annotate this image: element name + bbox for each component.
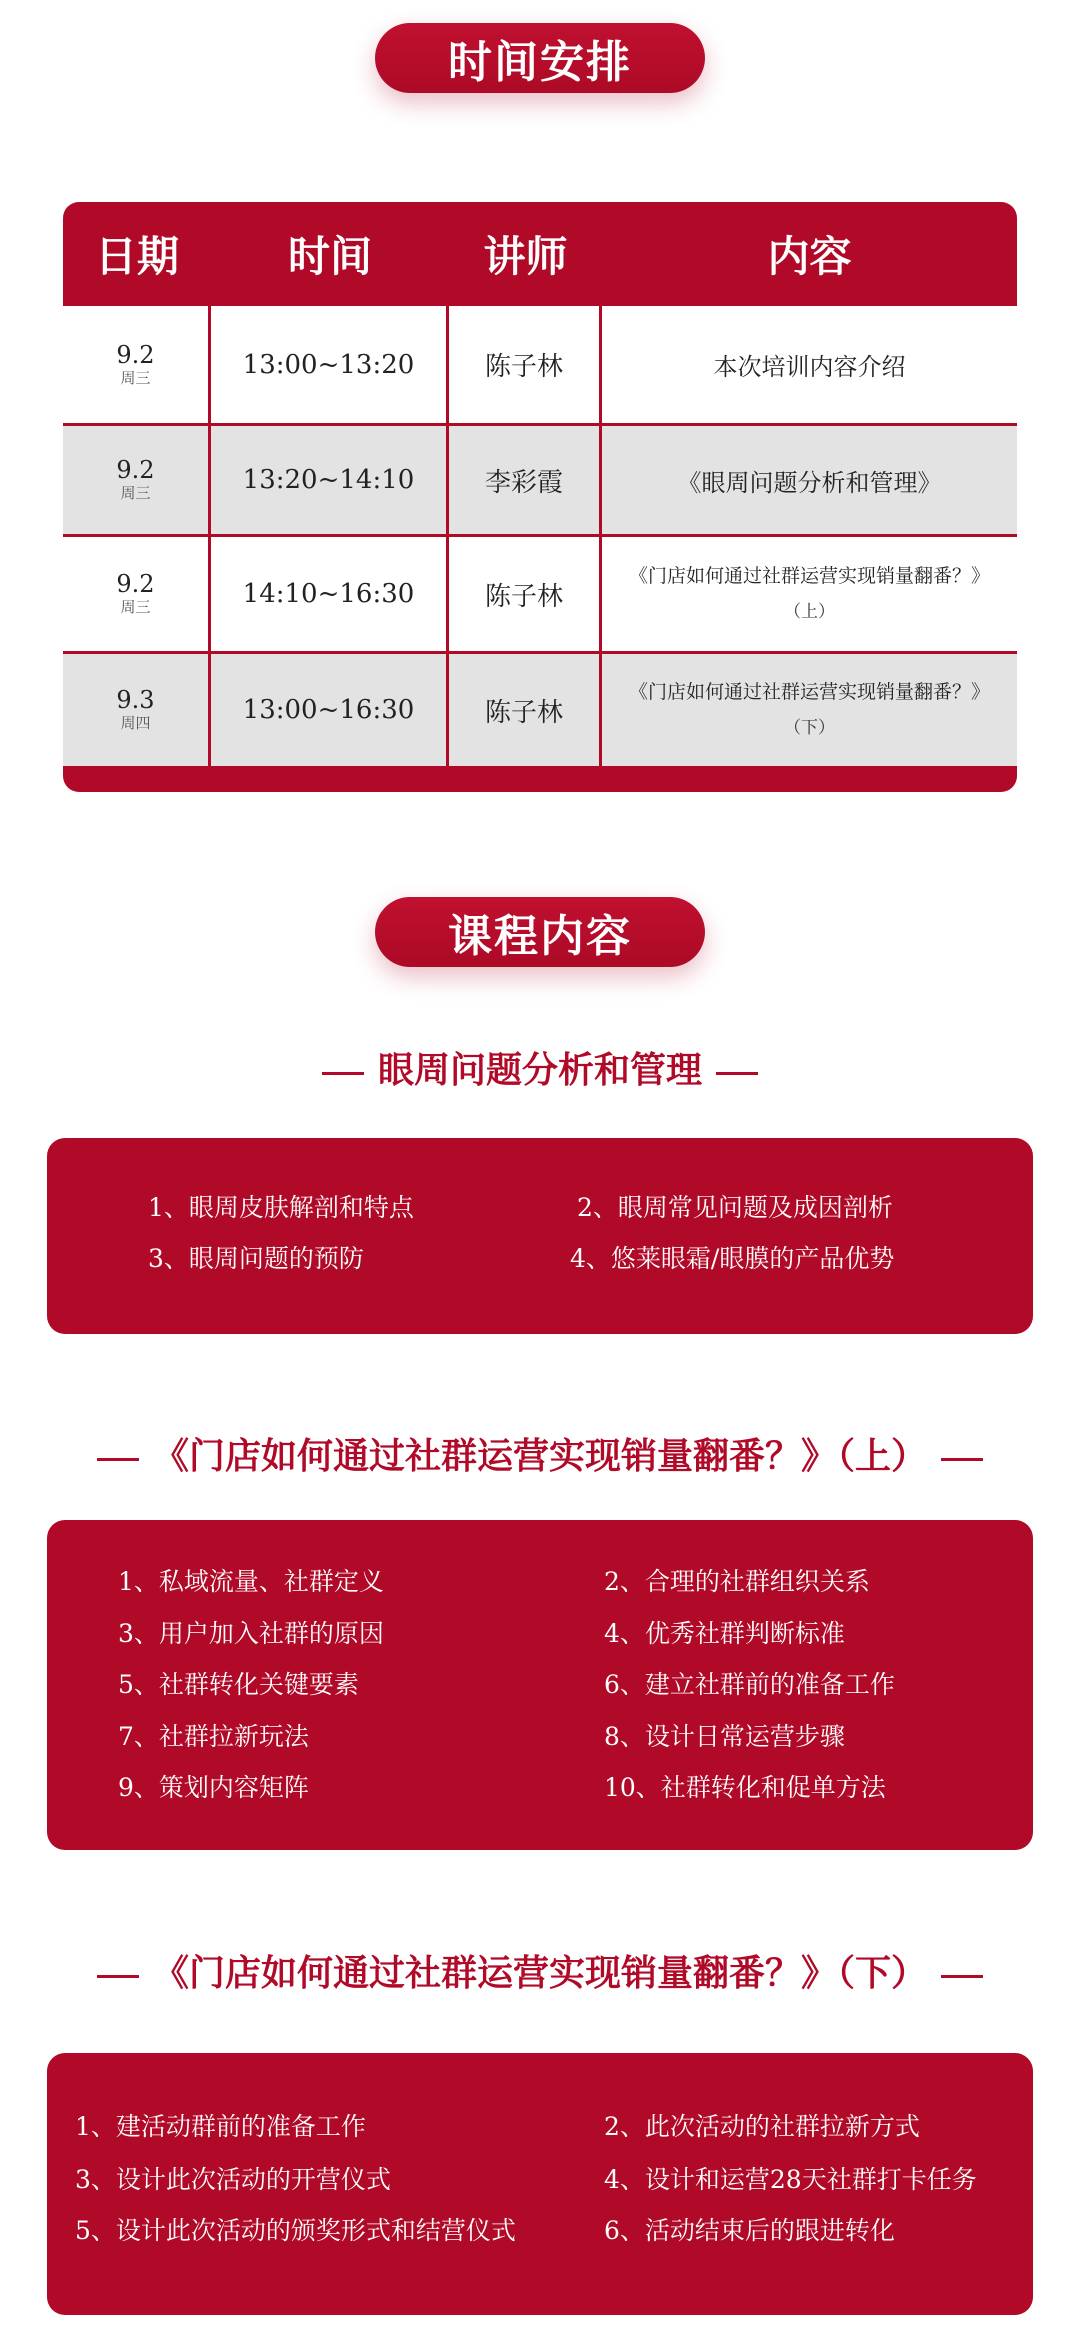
date-cell — [63, 306, 211, 423]
list-item: 5、设计此次活动的颁奖形式和结营仪式 — [75, 2216, 516, 2245]
col-date-header: 日期 — [94, 232, 179, 281]
content-cell — [602, 651, 1017, 766]
list-item: 6、活动结束后的跟进转化 — [604, 2216, 895, 2245]
teacher-cell: 李彩霞 — [449, 423, 602, 534]
date-cell — [63, 651, 211, 766]
title-dash-left — [97, 1458, 139, 1461]
list-item: 6、建立社群前的准备工作 — [604, 1670, 895, 1699]
list-item: 2、此次活动的社群拉新方式 — [604, 2112, 920, 2141]
title-dash-left — [97, 1975, 139, 1978]
course-header: 课程内容 — [375, 897, 705, 967]
content-title: 《门店如何通过社群运营实现销量翻番？》 — [628, 565, 990, 587]
table-row — [63, 423, 1017, 534]
list-item: 10、社群转化和促单方法 — [604, 1773, 886, 1802]
list-item: 1、私域流量、社群定义 — [118, 1567, 384, 1596]
list-item: 3、设计此次活动的开营仪式 — [75, 2165, 391, 2194]
content-cell — [602, 534, 1017, 651]
time-cell: 13:20~14:10 — [211, 423, 449, 534]
list-item: 4、优秀社群判断标准 — [604, 1619, 845, 1648]
date-cell — [63, 534, 211, 651]
weekday-text: 周三 — [120, 368, 151, 387]
list-item: 8、设计日常运营步骤 — [604, 1722, 845, 1751]
content-cell: 本次培训内容介绍 — [713, 353, 906, 381]
date-text: 9.2 — [116, 570, 155, 598]
teacher-cell: 陈子林 — [449, 306, 602, 423]
col-time-header: 时间 — [287, 232, 372, 281]
time-cell: 14:10~16:30 — [211, 534, 449, 651]
teacher-cell: 陈子林 — [449, 651, 602, 766]
section-title-text: 《门店如何通过社群运营实现销量翻番？》（上） — [152, 1435, 927, 1477]
section-box — [47, 1520, 1033, 1850]
schedule-header: 时间安排 — [375, 23, 705, 93]
list-item: 4、设计和运营28天社群打卡任务 — [604, 2165, 977, 2194]
section-box — [47, 1138, 1033, 1334]
date-text: 9.2 — [116, 340, 155, 369]
table-header — [63, 202, 1017, 306]
table-row — [63, 651, 1017, 766]
schedule-table — [63, 202, 1017, 792]
title-dash-right — [716, 1072, 758, 1075]
list-item: 7、社群拉新玩法 — [118, 1722, 309, 1751]
section-title — [0, 1428, 1080, 1479]
title-dash-left — [322, 1072, 364, 1075]
weekday-text: 周三 — [120, 484, 151, 502]
section-title-text: 眼周问题分析和管理 — [377, 1049, 702, 1091]
time-cell: 13:00~16:30 — [211, 651, 449, 766]
date-text: 9.3 — [116, 686, 155, 714]
section-title-text: 《门店如何通过社群运营实现销量翻番？》（下） — [152, 1952, 927, 1994]
content-subtitle: （上） — [784, 602, 835, 622]
section-title — [0, 1945, 1080, 1996]
section-box — [47, 2053, 1033, 2315]
teacher-cell: 陈子林 — [449, 534, 602, 651]
list-item: 1、建活动群前的准备工作 — [75, 2112, 366, 2141]
table-body — [63, 306, 1017, 766]
content-subtitle: （下） — [784, 718, 835, 738]
list-item: 9、策划内容矩阵 — [118, 1773, 309, 1802]
content-title: 《门店如何通过社群运营实现销量翻番？》 — [628, 681, 990, 703]
weekday-text: 周三 — [120, 598, 151, 616]
list-item: 3、用户加入社群的原因 — [118, 1619, 384, 1648]
time-cell: 13:00~13:20 — [211, 306, 449, 423]
table-row — [63, 534, 1017, 651]
col-teacher-header: 讲师 — [483, 232, 568, 281]
table-row — [63, 306, 1017, 423]
list-item: 1、眼周皮肤解剖和特点 — [148, 1193, 414, 1222]
date-cell — [63, 423, 211, 534]
list-item: 4、悠莱眼霜/眼膜的产品优势 — [570, 1244, 895, 1273]
title-dash-right — [941, 1975, 983, 1978]
list-item: 2、眼周常见问题及成因剖析 — [577, 1193, 893, 1222]
section-title — [0, 1042, 1080, 1093]
list-item: 2、合理的社群组织关系 — [604, 1567, 870, 1596]
list-item: 3、眼周问题的预防 — [148, 1244, 364, 1273]
date-text: 9.2 — [116, 456, 155, 484]
list-item: 5、社群转化关键要素 — [118, 1670, 359, 1699]
content-cell: 《眼周问题分析和管理》 — [602, 423, 1017, 534]
title-dash-right — [941, 1458, 983, 1461]
col-content-header: 内容 — [767, 232, 852, 281]
weekday-text: 周四 — [120, 714, 151, 732]
